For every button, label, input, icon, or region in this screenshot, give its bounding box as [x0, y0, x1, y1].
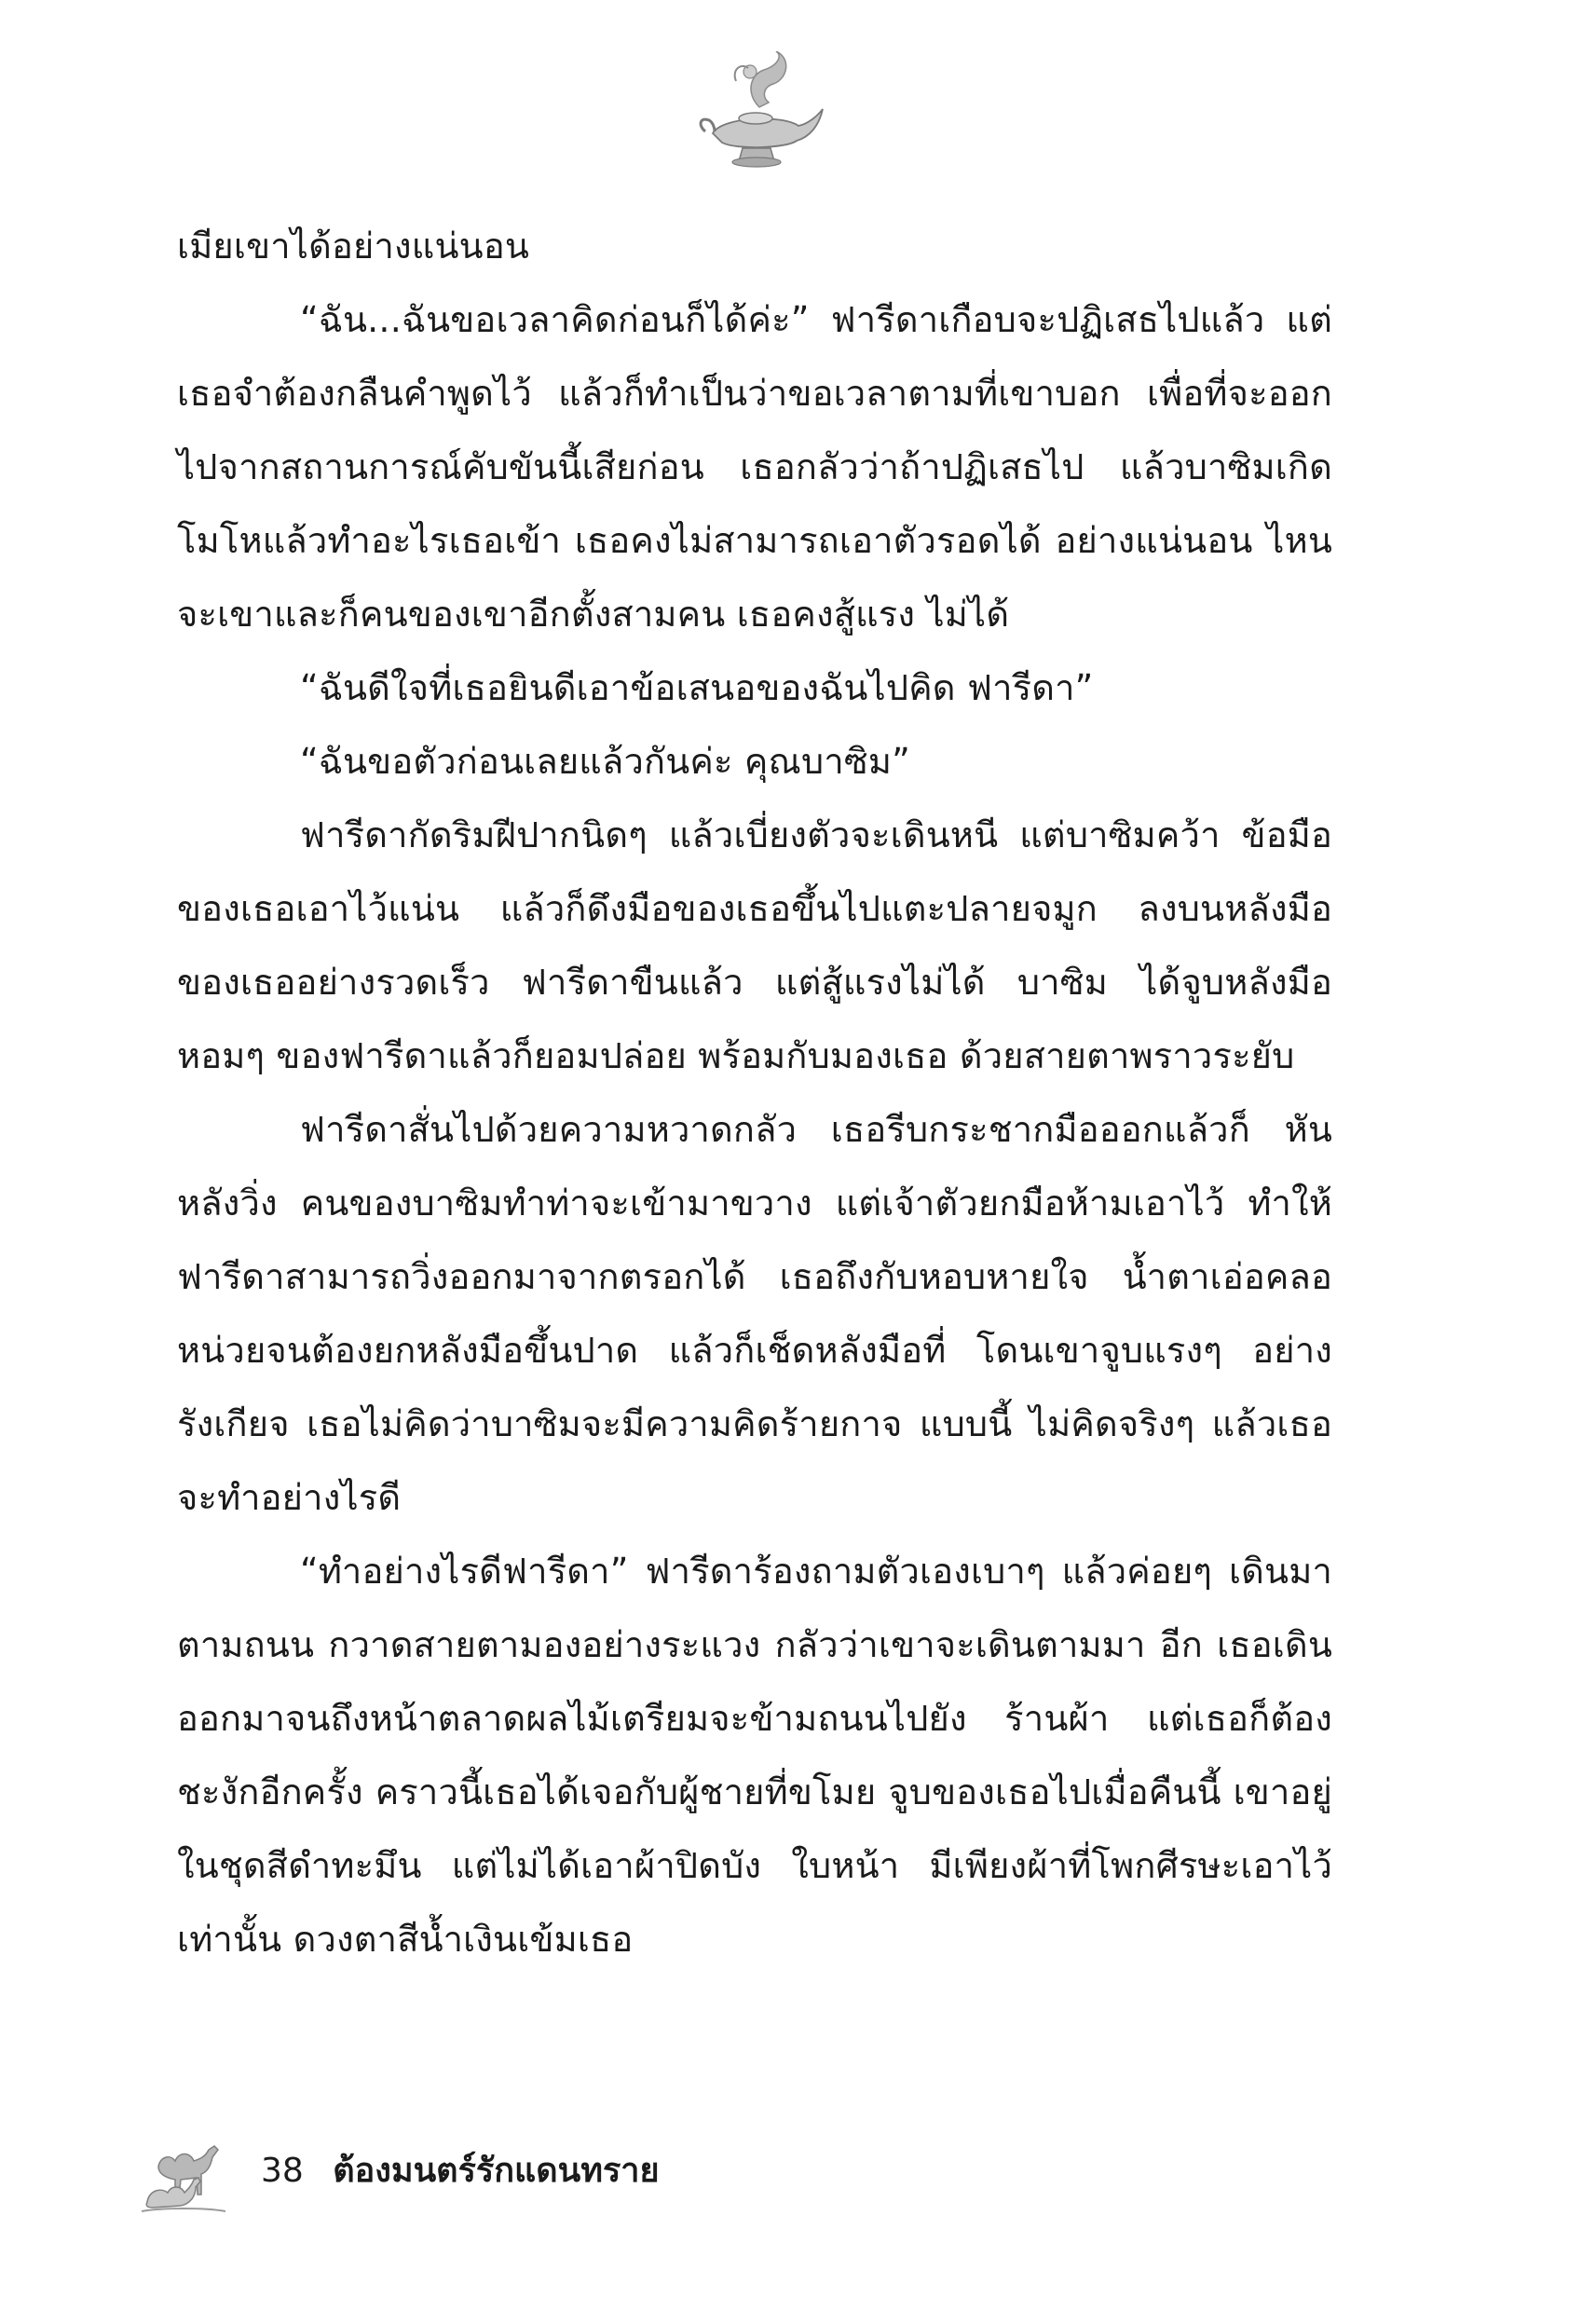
paragraph-2: “ฉัน...ฉันขอเวลาคิดก่อนก็ได้ค่ะ” ฟารีดาเกือบจะปฏิเสธไปแล้ว แต่เธอจำต้องกลืนคำพูดไว้ แล้วก็ทำเป็นว่าขอเวลาตามที่เขาบอก เพื่อที่จะออกไปจากสถานการณ์คับขันนี้เสียก่อน เธอกลัวว่าถ้าปฏิเสธไป แล้วบาซิมเกิดโมโหแล้วทำอะไรเธอเข้า เธอคงไม่สามารถเอาตัวรอดได้ อย่างแน่นอน ไหนจะเขาและก็คนของเขาอีกตั้งสามคน เธอคงสู้แรง ไม่ได้ — [177, 299, 1332, 635]
paragraph-1: เมียเขาได้อย่างแน่นอน — [177, 226, 530, 267]
camel-icon — [140, 2129, 228, 2218]
page-footer — [140, 2129, 792, 2218]
paragraph-6: ฟารีดาสั่นไปด้วยความหวาดกลัว เธอรีบกระชากมือออกแล้วก็ หันหลังวิ่ง คนของบาซิมทำท่าจะเข้ามาขวาง แต่เจ้าตัวยกมือห้ามเอาไว้ ทำให้ฟารีดาสามารถวิ่งออกมาจากตรอกได้ เธอถึงกับหอบหายใจ น้ำตาเอ่อคลอหน่วยจนต้องยกหลังมือขึ้นปาด แล้วก็เช็ดหลังมือที่ โดนเขาจูบแรงๆ อย่างรังเกียจ เธอไม่คิดว่าบาซิมจะมีความคิดร้ายกาจ แบบนี้ ไม่คิดจริงๆ แล้วเธอจะทำอย่างไรดี — [177, 1109, 1332, 1518]
footer-text — [261, 2148, 660, 2195]
paragraph-5: ฟารีดากัดริมฝีปากนิดๆ แล้วเบี่ยงตัวจะเดินหนี แต่บาซิมคว้า ข้อมือของเธอเอาไว้แน่น แล้วก็ดึงมือของเธอขึ้นไปแตะปลายจมูก ลงบนหลังมือของเธออย่างรวดเร็ว ฟารีดาขืนแล้ว แต่สู้แรงไม่ได้ บาซิม ได้จูบหลังมือหอมๆ ของฟารีดาแล้วก็ยอมปล่อย พร้อมกับมองเธอ ด้วยสายตาพราวระยับ — [177, 814, 1332, 1076]
paragraph-7: “ทำอย่างไรดีฟารีดา” ฟารีดาร้องถามตัวเองเบาๆ แล้วค่อยๆ เดินมาตามถนน กวาดสายตามองอย่างระแวง กลัวว่าเขาจะเดินตามมา อีก เธอเดินออกมาจนถึงหน้าตลาดผลไม้เตรียมจะข้ามถนนไปยัง ร้านผ้า แต่เธอก็ต้องชะงักอีกครั้ง คราวนี้เธอได้เจอกับผู้ชายที่ขโมย จูบของเธอไปเมื่อคืนนี้ เขาอยู่ในชุดสีดำทะมึน แต่ไม่ได้เอาผ้าปิดบัง ใบหน้า มีเพียงผ้าที่โพกศีรษะเอาไว้เท่านั้น ดวงตาสีน้ำเงินเข้มเธอ — [177, 1551, 1332, 1960]
paragraph-3: “ฉันดีใจที่เธอยินดีเอาข้อเสนอของฉันไปคิด ฟารีดา” — [300, 667, 1094, 708]
book-title: ต้องมนตร์รักแดนทราย — [333, 2152, 660, 2190]
paragraph-4: “ฉันขอตัวก่อนเลยแล้วกันค่ะ คุณบาซิม” — [300, 741, 910, 782]
page-body — [177, 210, 1332, 1976]
genie-lamp-icon — [694, 51, 825, 168]
page-number: 38 — [261, 2152, 304, 2190]
